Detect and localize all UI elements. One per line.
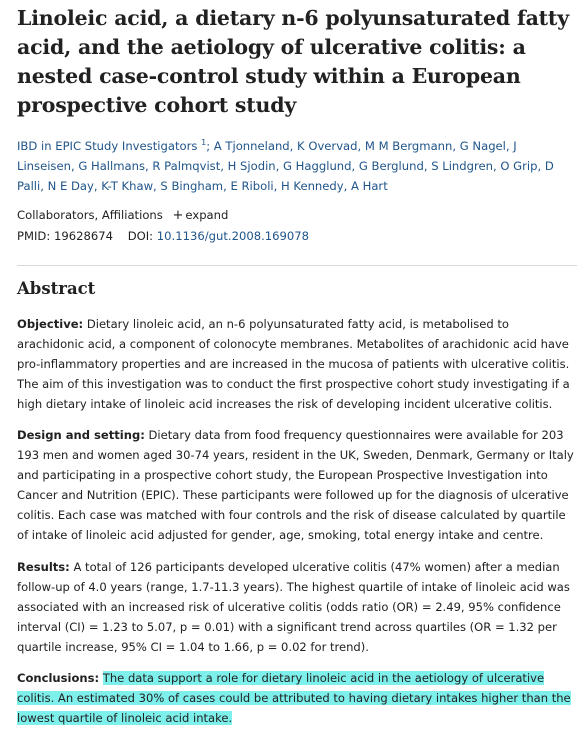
design-label: Design and setting: bbox=[17, 428, 145, 443]
results-text: A total of 126 participants developed ulcerative colitis (47% women) after a median follow-up of 4.0 years (range, 1.7-11.3 years). The highest quartile of intake of linoleic acid was associated with an increased risk of ulcerative colitis (odds ratio (OR) = 2.49, 95% confidence interval (CI) = 1.23 to 5.07, p = 0.01) with a significant trend across quartiles (OR = 1.32 per quartile increase, 95% CI = 1.04 to 1.66, p = 0.02 for trend). bbox=[17, 559, 570, 654]
author-names[interactable]: A Tjonneland, K Overvad, M M Bergmann, G Nagel, J Linseisen, G Hallmans, R Palmqvist, H Sjodin, G Hagglund, G Berglund, S Lindgren, O Grip, D Palli, N E Day, K-T Khaw, S Bingham, E Riboli, H Kennedy, A Hart bbox=[17, 139, 554, 193]
abstract-results bbox=[17, 557, 577, 657]
abstract-objective bbox=[17, 314, 577, 414]
plus-icon[interactable]: + bbox=[172, 208, 184, 223]
section-divider bbox=[17, 265, 577, 266]
collaborators-row bbox=[17, 205, 577, 226]
doi-link[interactable]: 10.1136/gut.2008.169078 bbox=[156, 229, 310, 243]
pmid-value: 19628674 bbox=[53, 229, 113, 243]
doi-label: DOI: bbox=[127, 229, 154, 243]
affiliation-marker[interactable]: 1 bbox=[201, 138, 207, 148]
conclusions-label: Conclusions: bbox=[17, 671, 100, 686]
objective-label: Objective: bbox=[17, 316, 84, 331]
author-separator: ; bbox=[206, 139, 214, 153]
author-list bbox=[17, 136, 577, 196]
article-page bbox=[17, 0, 577, 740]
abstract-conclusions bbox=[17, 668, 577, 728]
expand-button[interactable]: expand bbox=[185, 208, 229, 222]
objective-text: Dietary linoleic acid, an n-6 polyunsaturated fatty acid, is metabolised to arachidonic acid, a component of colonocyte membranes. Metabolites of arachidonic acid have pro-inflammatory properties and are increased in the mucosa of patients with ulcerative colitis. The aim of this investigation was to conduct the first prospective cohort study investigating if a high dietary intake of linoleic acid increases the risk of developing incident ulcerative colitis. bbox=[17, 316, 570, 411]
identifiers-row bbox=[17, 226, 577, 246]
pmid-label: PMID: bbox=[17, 229, 51, 243]
collaborators-label: Collaborators, Affiliations bbox=[17, 208, 163, 222]
abstract-heading: Abstract bbox=[17, 279, 96, 298]
article-title: Linoleic acid, a dietary n-6 polyunsaturated fatty acid, and the aetiology of ulcerative colitis: a nested case-control study within a European prospective cohort study bbox=[17, 6, 569, 117]
abstract-design bbox=[17, 425, 577, 545]
conclusions-highlighted-text: The data support a role for dietary linoleic acid in the aetiology of ulcerative colitis. An estimated 30% of cases could be attributed to having dietary intakes higher than the lowest quartile of linoleic acid intake. bbox=[17, 671, 571, 726]
results-label: Results: bbox=[17, 559, 70, 574]
author-group-link[interactable]: IBD in EPIC Study Investigators bbox=[17, 139, 198, 153]
design-text: Dietary data from food frequency questionnaires were available for 203 193 men and women aged 30-74 years, resident in the UK, Sweden, Denmark, Germany or Italy and participating in a prospective cohort study, the European Prospective Investigation into Cancer and Nutrition (EPIC). These participants were followed up for the diagnosis of ulcerative colitis. Each case was matched with four controls and the risk of disease calculated by quartile of intake of linoleic acid adjusted for gender, age, smoking, total energy intake and centre. bbox=[17, 428, 574, 543]
